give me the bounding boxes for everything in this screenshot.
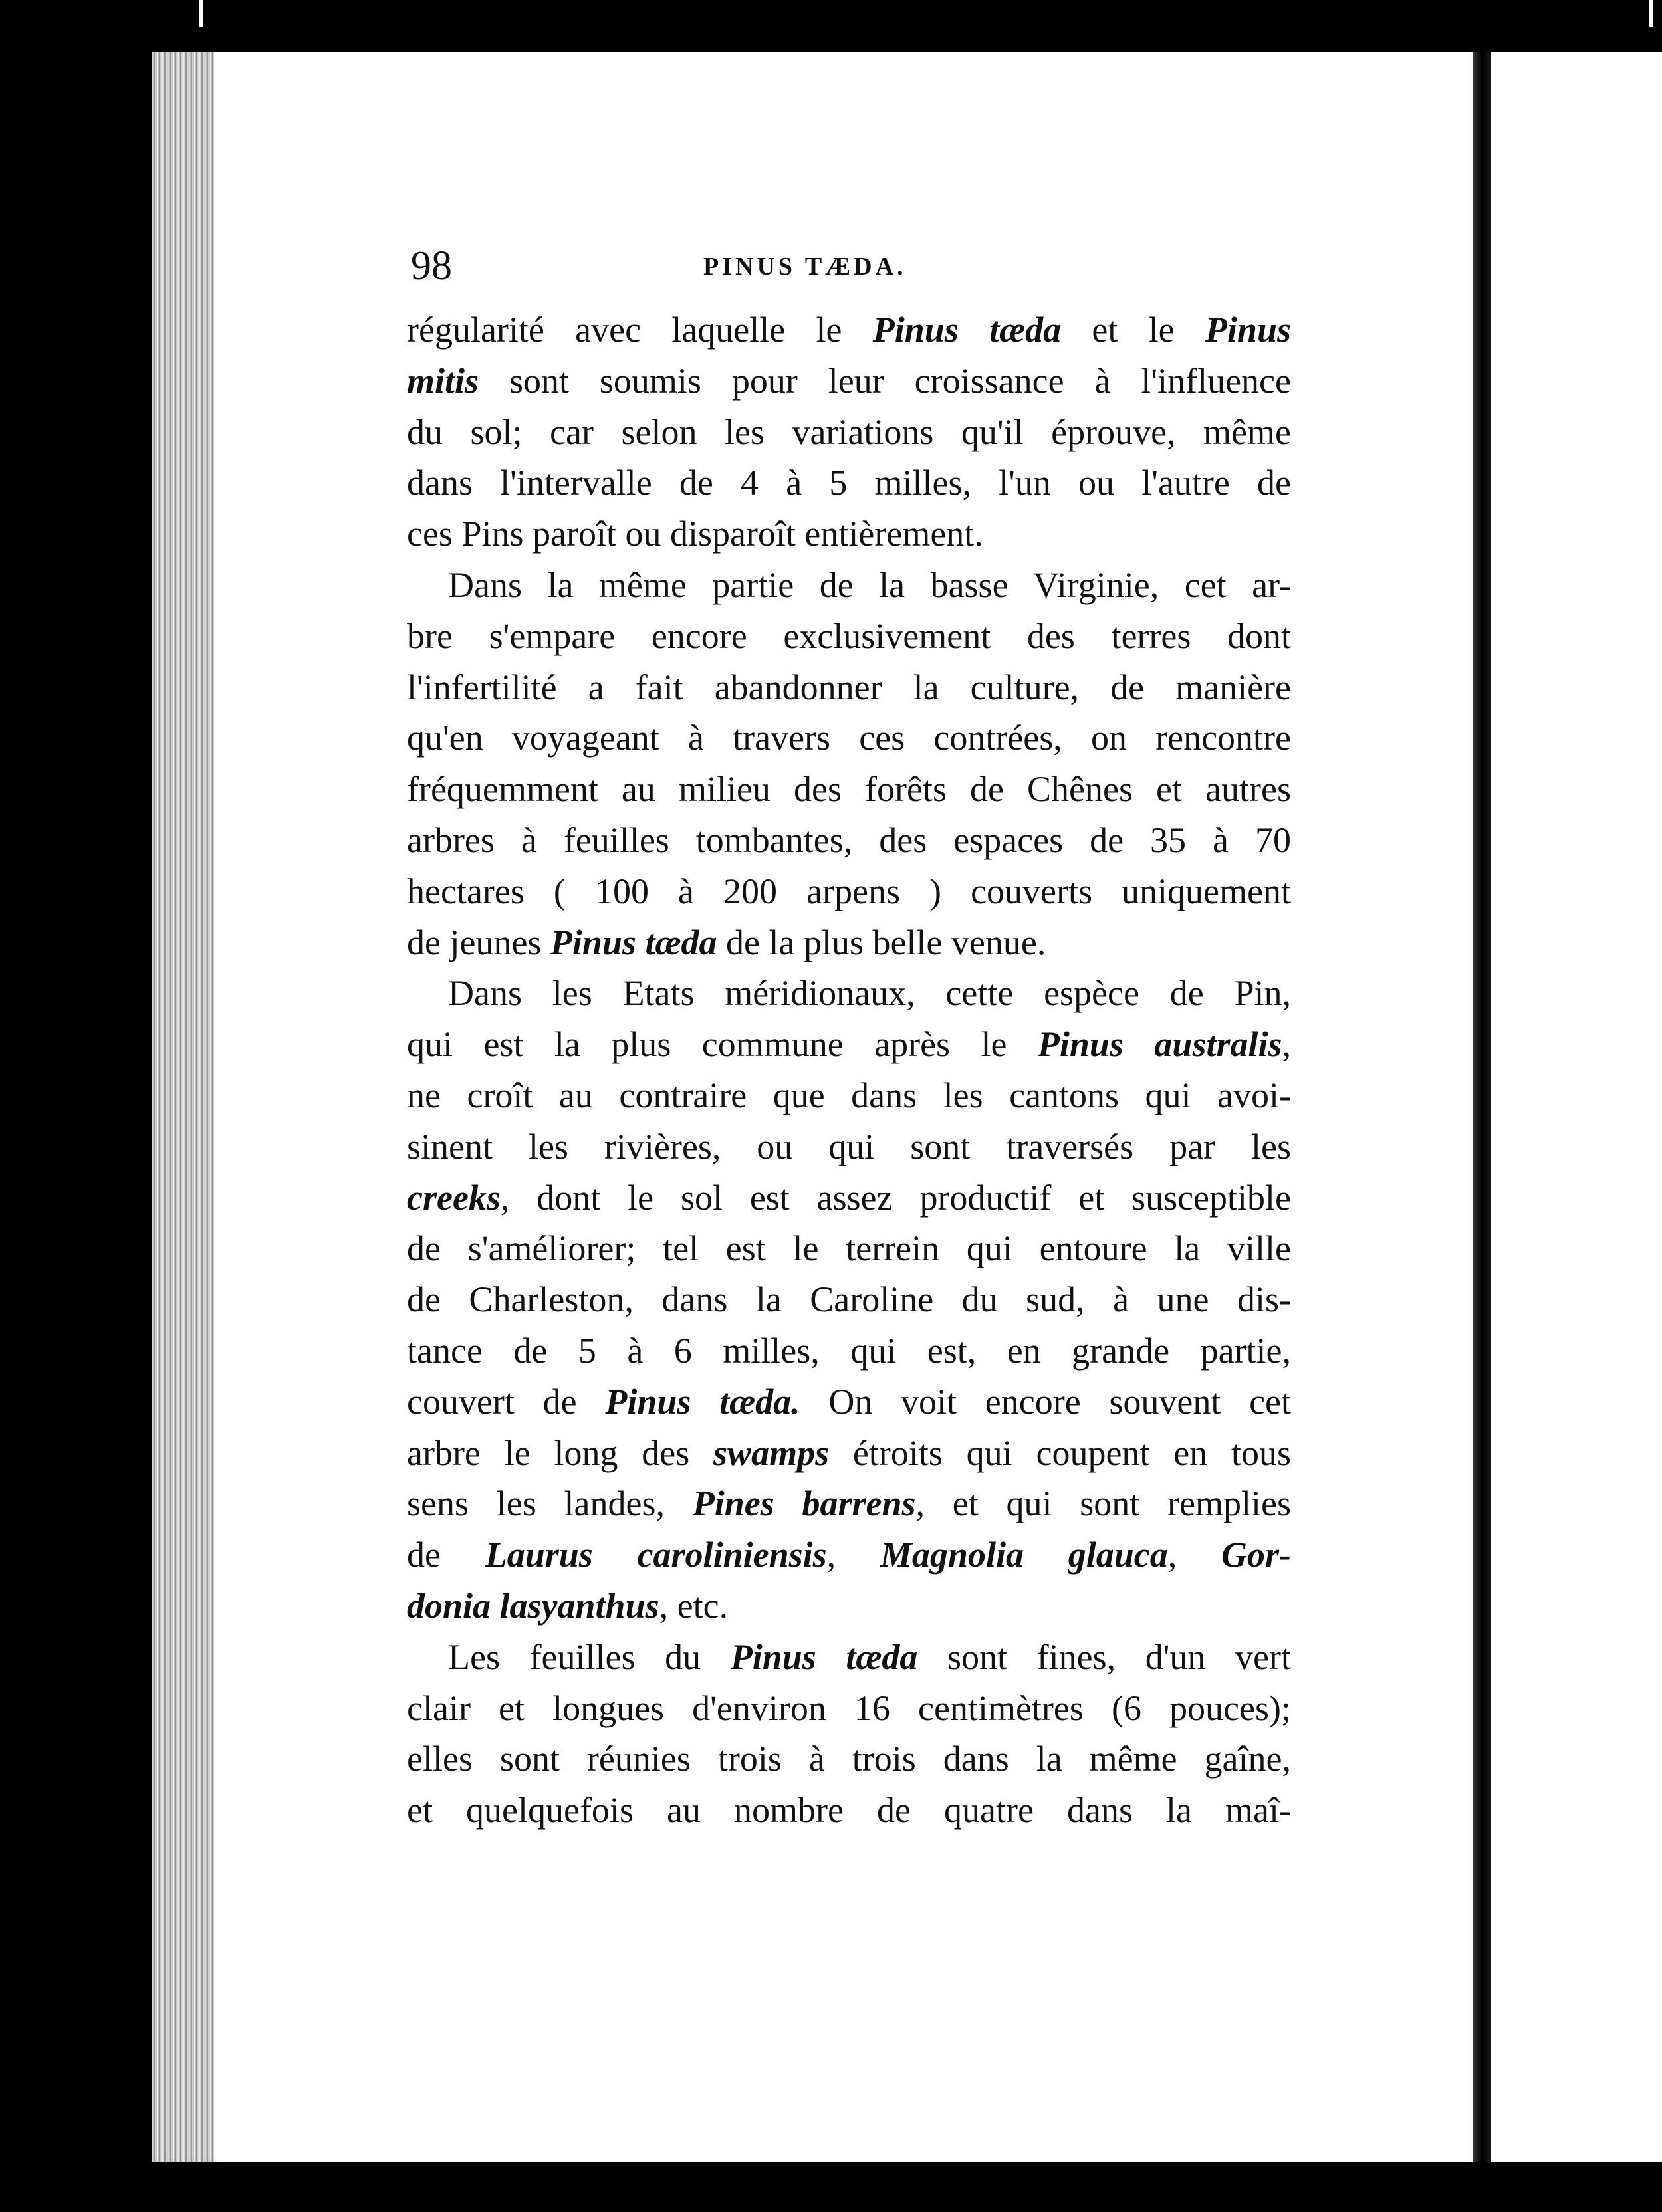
italic-text-segment: donia lasyanthus [407, 1585, 659, 1626]
running-header [411, 239, 1288, 292]
text-segment: arbre le long des [407, 1432, 714, 1473]
text-segment: de [407, 1535, 485, 1575]
text-line [407, 611, 1291, 662]
scan-edge-mark [1649, 0, 1653, 27]
text-line [407, 917, 1291, 968]
text-line [407, 1478, 1291, 1529]
text-line [407, 1019, 1291, 1070]
text-segment: régularité avec laquelle le [407, 310, 873, 350]
text-segment: couvert de [407, 1381, 606, 1422]
text-segment: Dans les Etats méridionaux, cette espèce de Pin, [448, 973, 1291, 1014]
text-segment: et le [1061, 310, 1205, 350]
text-line [407, 1632, 1291, 1683]
text-segment: sont fines, d'un vert [917, 1636, 1291, 1677]
text-segment: , [1167, 1535, 1221, 1575]
text-line [407, 866, 1291, 917]
text-segment: , [1282, 1024, 1291, 1065]
italic-text-segment: Pines barrens [692, 1484, 916, 1524]
text-segment: Les feuilles du [448, 1636, 731, 1677]
text-segment: de jeunes [407, 922, 550, 962]
text-segment: tance de 5 à 6 milles, qui est, en grande partie, [407, 1330, 1291, 1371]
text-segment: fréquemment au milieu des forêts de Chênes et autres [407, 769, 1291, 810]
running-title: PINUS TÆDA. [703, 253, 907, 280]
text-line [407, 1428, 1291, 1479]
text-line [407, 764, 1291, 815]
text-segment: ne croît au contraire que dans les cantons qui avoi- [407, 1075, 1291, 1115]
text-line [407, 1070, 1291, 1121]
italic-text-segment: swamps [713, 1432, 830, 1473]
italic-text-segment: Magnolia glauca [880, 1535, 1168, 1575]
text-segment: , [826, 1535, 880, 1575]
text-segment: elles sont réunies trois à trois dans la même gaîne, [407, 1739, 1291, 1779]
text-segment: Dans la même partie de la basse Virginie, cet ar- [448, 564, 1291, 605]
text-segment: de la plus belle venue. [717, 922, 1046, 962]
text-line [407, 457, 1291, 508]
text-line [407, 560, 1291, 611]
text-line [407, 1581, 1291, 1632]
text-line [407, 1172, 1291, 1224]
text-segment: étroits qui coupent en tous [829, 1432, 1291, 1473]
text-segment: sont soumis pour leur croissance à l'influence [479, 360, 1291, 401]
text-line [407, 1785, 1291, 1836]
text-segment: sens les landes, [407, 1484, 693, 1524]
text-line [407, 968, 1291, 1019]
italic-text-segment: Pinus australis [1037, 1024, 1282, 1065]
text-line [407, 1529, 1291, 1581]
text-segment: ces Pins paroît ou disparoît entièrement. [407, 514, 983, 554]
text-line [407, 815, 1291, 866]
text-segment: l'infertilité a fait abandonner la culture, de manière [407, 667, 1291, 707]
text-segment: de s'améliorer; tel est le terrein qui entoure la ville [407, 1228, 1291, 1269]
text-segment: , etc. [659, 1585, 729, 1626]
text-line [407, 1683, 1291, 1734]
page-number: 98 [411, 243, 452, 288]
italic-text-segment: Pinus tæda [872, 310, 1062, 350]
text-segment: , et qui sont remplies [915, 1484, 1292, 1524]
text-line [407, 356, 1291, 407]
text-segment: On voit encore souvent cet [800, 1381, 1292, 1422]
body-text [407, 304, 1291, 1836]
italic-text-segment: creeks [407, 1177, 501, 1218]
text-line [407, 304, 1291, 356]
text-line [407, 508, 1291, 560]
text-segment: hectares ( 100 à 200 arpens ) couverts uniquement [407, 871, 1291, 911]
text-segment: de Charleston, dans la Caroline du sud, à une dis- [407, 1279, 1291, 1320]
italic-text-segment: mitis [407, 360, 479, 401]
text-line [407, 1377, 1291, 1428]
text-line [407, 1274, 1291, 1325]
page-stack-edge [152, 52, 218, 2162]
scan-edge-mark [199, 0, 203, 27]
text-segment: qu'en voyageant à travers ces contrées, on rencontre [407, 718, 1291, 758]
text-segment: , dont le sol est assez productif et susceptible [500, 1177, 1291, 1218]
text-line [407, 407, 1291, 458]
binding-gutter [1473, 52, 1491, 2162]
italic-text-segment: Pinus tæda. [605, 1381, 800, 1422]
text-line [407, 1121, 1291, 1172]
italic-text-segment: Pinus [1205, 310, 1291, 350]
text-segment: clair et longues d'environ 16 centimètres (6 pouces); [407, 1688, 1291, 1728]
text-line [407, 662, 1291, 713]
italic-text-segment: Pinus tæda [550, 922, 717, 962]
text-segment: et quelquefois au nombre de quatre dans la maî- [407, 1790, 1291, 1830]
text-segment: arbres à feuilles tombantes, des espaces de 35 à 70 [407, 820, 1291, 860]
facing-page [1491, 52, 1662, 2162]
text-line [407, 1733, 1291, 1785]
text-line [407, 713, 1291, 764]
text-segment: qui est la plus commune après le [407, 1024, 1038, 1065]
text-segment: dans l'intervalle de 4 à 5 milles, l'un ou l'autre de [407, 463, 1291, 503]
text-segment: sinent les rivières, ou qui sont traversés par les [407, 1126, 1291, 1166]
italic-text-segment: Laurus caroliniensis [485, 1535, 827, 1575]
italic-text-segment: Gor- [1221, 1535, 1291, 1575]
text-segment: bre s'empare encore exclusivement des terres dont [407, 615, 1291, 656]
italic-text-segment: Pinus tæda [730, 1636, 918, 1677]
text-segment: du sol; car selon les variations qu'il éprouve, même [407, 411, 1291, 452]
text-line [407, 1223, 1291, 1274]
text-line [407, 1325, 1291, 1377]
